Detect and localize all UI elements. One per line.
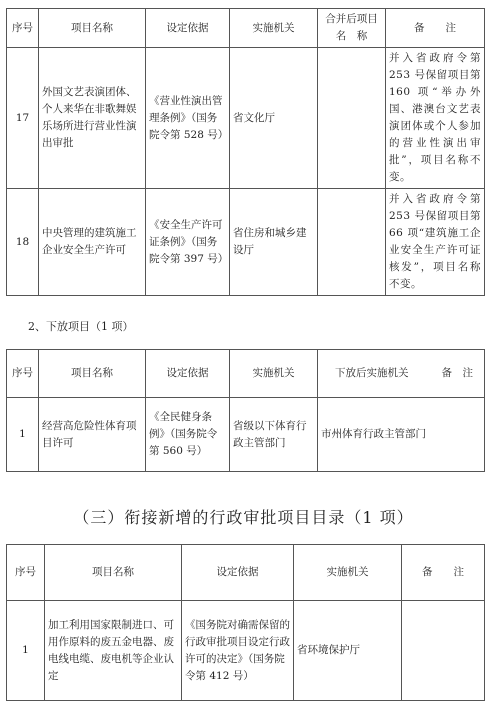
col-header-name: 项目名称: [39, 9, 146, 48]
table-row: [7, 601, 485, 701]
col-header-no: 序号: [7, 545, 45, 601]
col-header-after-agency: 下放后实施机关: [335, 367, 409, 379]
col-header-basis: 设定依据: [146, 350, 230, 398]
cell-agency: 省文化厅: [230, 48, 318, 189]
cell-basis: 《安全生产许可证条例》（国务院令第 397 号）: [146, 189, 230, 296]
table-row: [7, 189, 485, 296]
cell-remark: [402, 601, 485, 701]
cell-basis: 《全民健身条例》（国务院令第 560 号）: [146, 398, 230, 472]
table-header-row: [7, 545, 485, 601]
new-items-table: [6, 544, 485, 701]
cell-basis: 《国务院对确需保留的行政审批项目设定行政许可的决定》（国务院令第 412 号）: [182, 601, 294, 701]
col-header-name: 项目名称: [39, 350, 146, 398]
cell-no: 17: [7, 48, 39, 189]
cell-remark: 并入省政府令第 253 号保留项目第 160 项“举办外国、港澳台文艺表演团体或个人参加的营业性演出审批”，项目名称不变。: [386, 48, 485, 189]
table-header-row: [7, 9, 485, 48]
cell-name: 加工利用国家限制进口、可用作原料的废五金电器、废电线电缆、废电机等企业认定: [45, 601, 182, 701]
col-header-agency: 实施机关: [230, 9, 318, 48]
merged-items-table: [6, 8, 485, 296]
cell-no: 18: [7, 189, 39, 296]
cell-name: 外国文艺表演团体、个人来华在非歌舞娱乐场所进行营业性演出审批: [39, 48, 146, 189]
cell-merged: [318, 48, 386, 189]
cell-merged: [318, 189, 386, 296]
cell-agency: 省住房和城乡建设厅: [230, 189, 318, 296]
col-header-no: 序号: [7, 9, 39, 48]
col-header-name: 项目名称: [45, 545, 182, 601]
col-header-after-remark: [318, 350, 485, 398]
cell-basis: 《营业性演出管理条例》（国务院令第 528 号）: [146, 48, 230, 189]
col-header-basis: 设定依据: [146, 9, 230, 48]
col-header-remark: 备 注: [386, 9, 485, 48]
cell-no: 1: [7, 398, 39, 472]
col-header-agency: 实施机关: [294, 545, 402, 601]
table-row: [7, 48, 485, 189]
col-header-no: 序号: [7, 350, 39, 398]
merged-header-line2: 名 称: [335, 30, 368, 42]
cell-no: 1: [7, 601, 45, 701]
merged-header-line1: 合并后项目: [325, 13, 378, 25]
table-row: [7, 398, 485, 472]
cell-remark: 并入省政府令第 253 号保留项目第 66 项“建筑施工企业安全生产许可证核发”，项目名称不变。: [386, 189, 485, 296]
cell-agency: 省环境保护厅: [294, 601, 402, 701]
col-header-basis: 设定依据: [182, 545, 294, 601]
col-header-merged-name: [318, 9, 386, 48]
cell-name: 经营高危险性体育项目许可: [39, 398, 146, 472]
section-title-new-items: （三）衔接新增的行政审批项目目录（1 项）: [73, 508, 414, 527]
table-header-row: [7, 350, 485, 398]
col-header-remark: 备 注: [441, 367, 473, 379]
cell-name: 中央管理的建筑施工企业安全生产许可: [39, 189, 146, 296]
delegated-items-table: [6, 349, 485, 472]
section-heading-delegated: 2、下放项目（1 项）: [28, 320, 134, 333]
cell-after-agency: 市州体育行政主管部门: [318, 398, 485, 472]
col-header-remark: 备 注: [402, 545, 485, 601]
col-header-agency: 实施机关: [230, 350, 318, 398]
cell-agency: 省级以下体育行政主管部门: [230, 398, 318, 472]
